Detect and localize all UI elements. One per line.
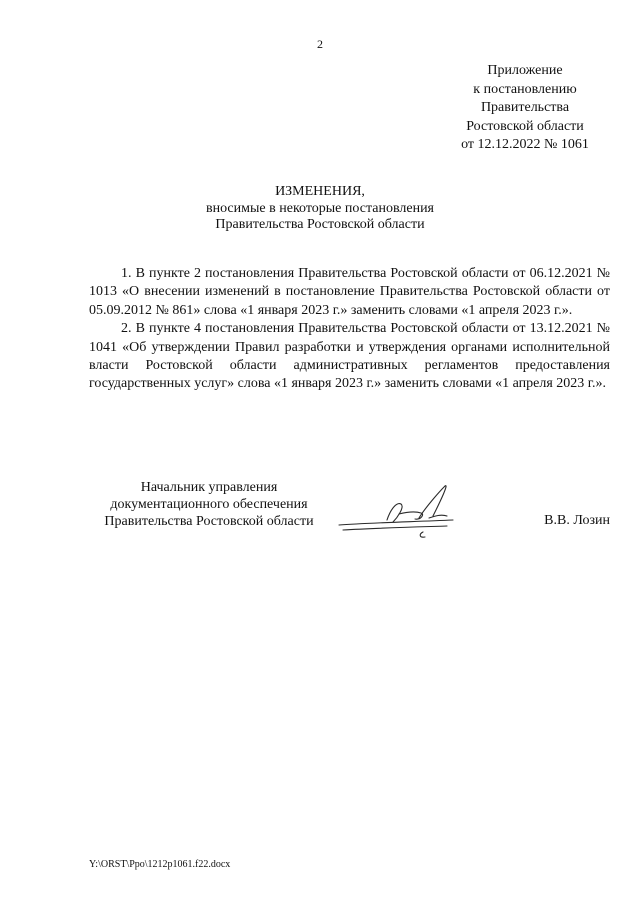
appendix-line: Правительства: [480, 100, 570, 116]
position-line: Начальник управления: [140, 480, 278, 495]
appendix-stamp: [430, 62, 620, 155]
title-heading: ИЗМЕНЕНИЯ,: [275, 184, 365, 199]
title-subline: Правительства Ростовской области: [215, 217, 425, 232]
document-title: [0, 184, 640, 234]
footer-file-path: Y:\ORST\Ppo\1212p1061.f22.docx: [89, 859, 231, 870]
appendix-line: Приложение: [487, 63, 563, 78]
appendix-line: от 12.12.2022 № 1061: [461, 137, 589, 153]
signer-name: В.В. Лозин: [544, 513, 610, 528]
body-paragraph: 1. В пункте 2 постановления Правительства Ростовской области от 06.12.2021 № 1013 «О внесении изменений в постановление Правительства Ростовской области от 05.09.2012 № 861» слова «1 января 2023 г.» заменить словами «1 апреля 2023 г.».: [89, 266, 610, 318]
appendix-line: Ростовской области: [466, 118, 584, 134]
page-number: 2: [317, 37, 323, 51]
document-body: [89, 265, 610, 394]
body-paragraph: 2. В пункте 4 постановления Правительства Ростовской области от 13.12.2021 № 1041 «Об утверждении Правил разработки и утверждения органами исполнительной власти Ростовской области административных регламентов предоставления государственных услуг» слова «1 января 2023 г.» заменить словами «1 апреля 2023 г.».: [89, 321, 610, 392]
signatory-position: [89, 479, 329, 530]
position-line: Правительства Ростовской области: [104, 514, 314, 529]
appendix-line: к постановлению: [473, 81, 577, 97]
position-line: документационного обеспечения: [110, 497, 308, 512]
handwritten-signature: [335, 478, 460, 548]
title-subline: вносимые в некоторые постановления: [205, 200, 434, 216]
